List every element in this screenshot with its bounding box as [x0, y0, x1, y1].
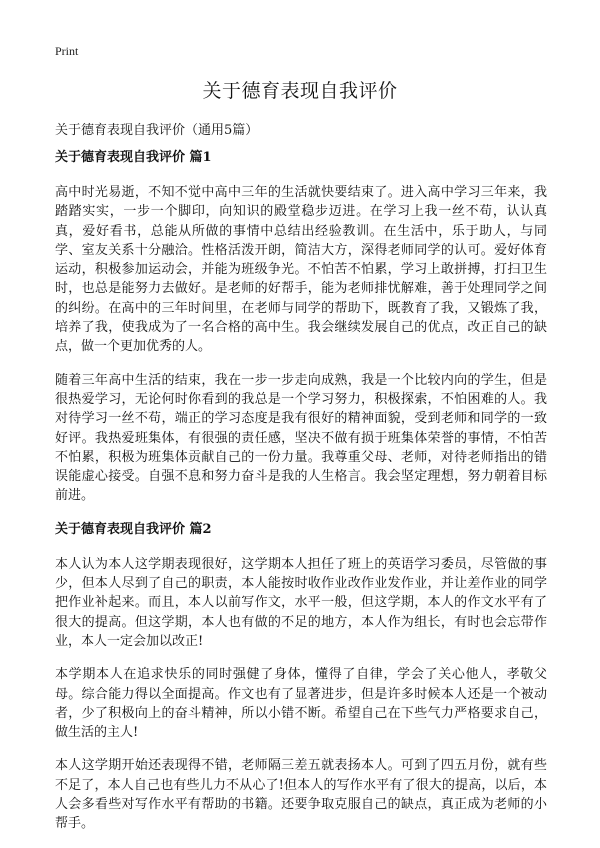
print-link[interactable]: Print	[55, 44, 79, 58]
section-heading: 关于德育表现自我评价 篇2	[55, 521, 212, 537]
paragraph: 随着三年高中生活的结束，我在一步一步走向成熟，我是一个比较内向的学生，但是很热爱学习，无论何时你看到的我总是一个学习努力，积极探索，不怕困难的人。我对待学习一丝不苟，端正的学习态度是我有很好的精神面貌，受到老师和同学的一致好评。我热爱班集体，有很强的责任感，坚决不做有损于班集体荣誉的事情，不怕苦不怕累，积极为班集体贡献自己的一份力量。我尊重父母、老师，对待老师指出的错误能虚心接受。自强不息和努力奋斗是我的人生格言。我会坚定理想，努力朝着目标前进。	[55, 372, 547, 504]
section-1	[55, 150, 547, 506]
paragraph: 高中时光易逝，不知不觉中高中三年的生活就快要结束了。进入高中学习三年来，我踏踏实实，一步一个脚印，向知识的殿堂稳步迈进。在学习上我一丝不苟，认认真真，爱好看书，总能从所做的事情中总结出经验教训。在生活中，乐于助人，与同学、室友关系十分融洽。性格活泼开朗，简洁大方，深得老师同学的认可。爱好体育运动，积极参加运动会，并能为班级争光。不怕苦不怕累，学习上敢拼搏，打扫卫生时，也总是能努力去做好。是老师的好帮手，能为老师排忧解难，善于处理同学之间的纠纷。在高中的三年时间里，在老师与同学的帮助下，既教育了我，又锻炼了我，培养了我，使我成为了一名合格的高中生。我会继续发展自己的优点，改正自己的缺点，做一个更加优秀的人。	[55, 185, 547, 355]
page-title: 关于德育表现自我评价	[202, 80, 398, 102]
section-2	[55, 522, 547, 834]
document-body	[55, 150, 547, 848]
section-heading: 关于德育表现自我评价 篇1	[55, 150, 212, 165]
paragraph: 本人认为本人这学期表现很好，这学期本人担任了班上的英语学习委员，尽管做的事少，但本人尽到了自己的职责，本人能按时收作业改作业发作业，并让差作业的同学把作业补起来。而且，本人以前写作文，水平一般，但这学期，本人的作文水平有了很大的提高。但这学期，本人也有做的不足的地方，本人作为组长，有时也会忘带作业，本人一定会加以改正!	[55, 556, 547, 649]
paragraph: 本学期本人在追求快乐的同时强健了身体，懂得了自律，学会了关心他人，孝敬父母。综合能力得以全面提高。作文也有了显著进步，但是许多时候本人还是一个被动者，少了积极向上的奋斗精神，所以小错不断。希望自己在下些气力严格要求自己，做生活的主人!	[55, 667, 547, 741]
paragraph: 本人这学期开始还表现得不错，老师隔三差五就表扬本人。可到了四五月份，就有些不足了，本人自己也有些儿力不从心了!但本人的写作水平有了很大的提高，以后，本人会多看些对写作水平有帮助的书籍。还要争取克服自己的缺点，真正成为老师的小帮手。	[55, 758, 547, 832]
document-subtitle: 关于德育表现自我评价（通用5篇）	[55, 123, 259, 138]
